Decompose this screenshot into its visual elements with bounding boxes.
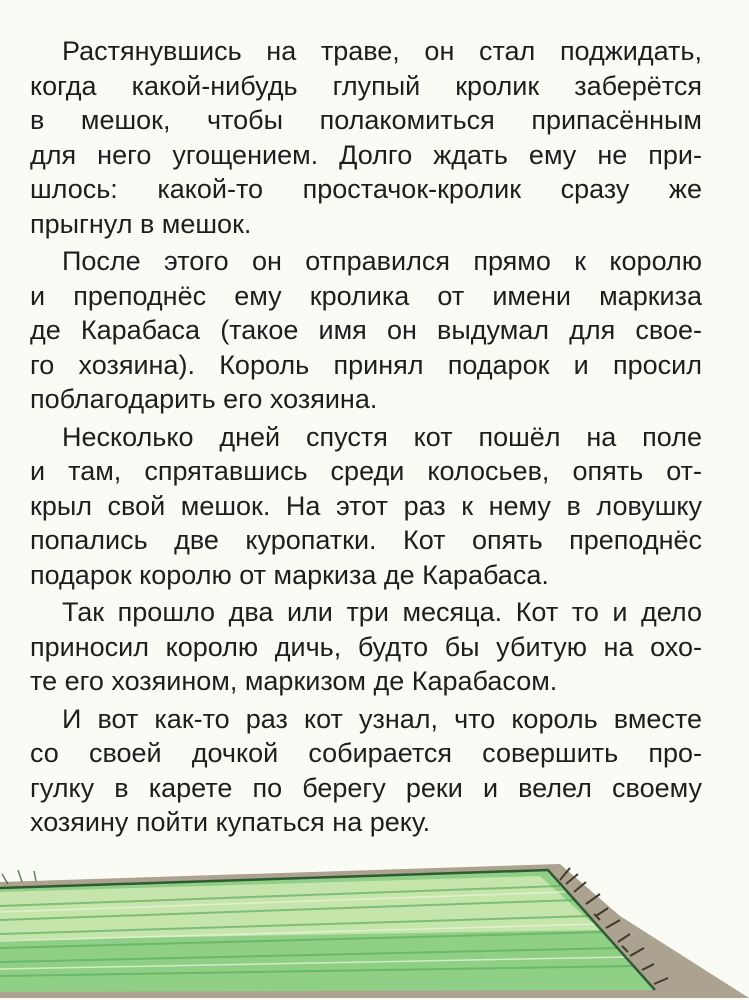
text-line: го хозяина). Король принял подарок и просил bbox=[30, 349, 702, 380]
text-line: Так прошло два или три месяца. Кот то и дело bbox=[62, 597, 702, 627]
text-line: де Карабаса (такое имя он выдумал для свое- bbox=[30, 315, 702, 345]
text-line: в мешок, чтобы полакомиться припасённым bbox=[30, 105, 702, 135]
text-line: приносил королю дичь, будто бы убитую на охо- bbox=[30, 631, 702, 662]
text-line: и преподнёс ему кролика от имени маркиза bbox=[30, 280, 702, 311]
text-line: когда какой-нибудь глупый кролик заберётся bbox=[30, 70, 702, 101]
grass-field-illustration bbox=[0, 820, 749, 1000]
text-line: шлось: какой-то простачок-кролик сразу же bbox=[30, 174, 702, 204]
paragraph-2 bbox=[30, 244, 702, 417]
text-line: те его хозяином, маркизом де Карабасом. bbox=[30, 666, 558, 696]
text-line: Несколько дней спустя кот пошёл на поле bbox=[62, 421, 702, 452]
text-line: И вот как-то раз кот узнал, что король вместе bbox=[62, 703, 702, 734]
text-line: и там, спрятавшись среди колосьев, опять от- bbox=[30, 456, 702, 486]
paragraph-3 bbox=[30, 420, 702, 593]
text-line: со своей дочкой собирается совершить про- bbox=[30, 738, 702, 768]
text-line: Растянувшись на траве, он стал поджидать, bbox=[62, 36, 702, 66]
text-line: попались две куропатки. Кот опять преподнёс bbox=[30, 525, 702, 555]
text-line: прыгнул в мешок. bbox=[30, 208, 252, 239]
paragraph-5 bbox=[30, 702, 702, 840]
paragraph-1 bbox=[30, 34, 702, 241]
paragraph-4 bbox=[30, 595, 702, 699]
text-line: гулку в карете по берегу реки и велел своему bbox=[30, 772, 702, 803]
story-text bbox=[30, 34, 702, 840]
text-line: для него угощением. Долго ждать ему не при- bbox=[30, 139, 702, 170]
text-line: поблагодарить его хозяина. bbox=[30, 384, 378, 414]
text-line: крыл свой мешок. На этот раз к нему в ловушку bbox=[30, 490, 702, 521]
text-line: подарок королю от маркиза де Карабаса. bbox=[30, 559, 549, 590]
text-line: После этого он отправился прямо к королю bbox=[62, 246, 702, 276]
text-line: хозяину пойти купаться на реку. bbox=[30, 807, 431, 837]
